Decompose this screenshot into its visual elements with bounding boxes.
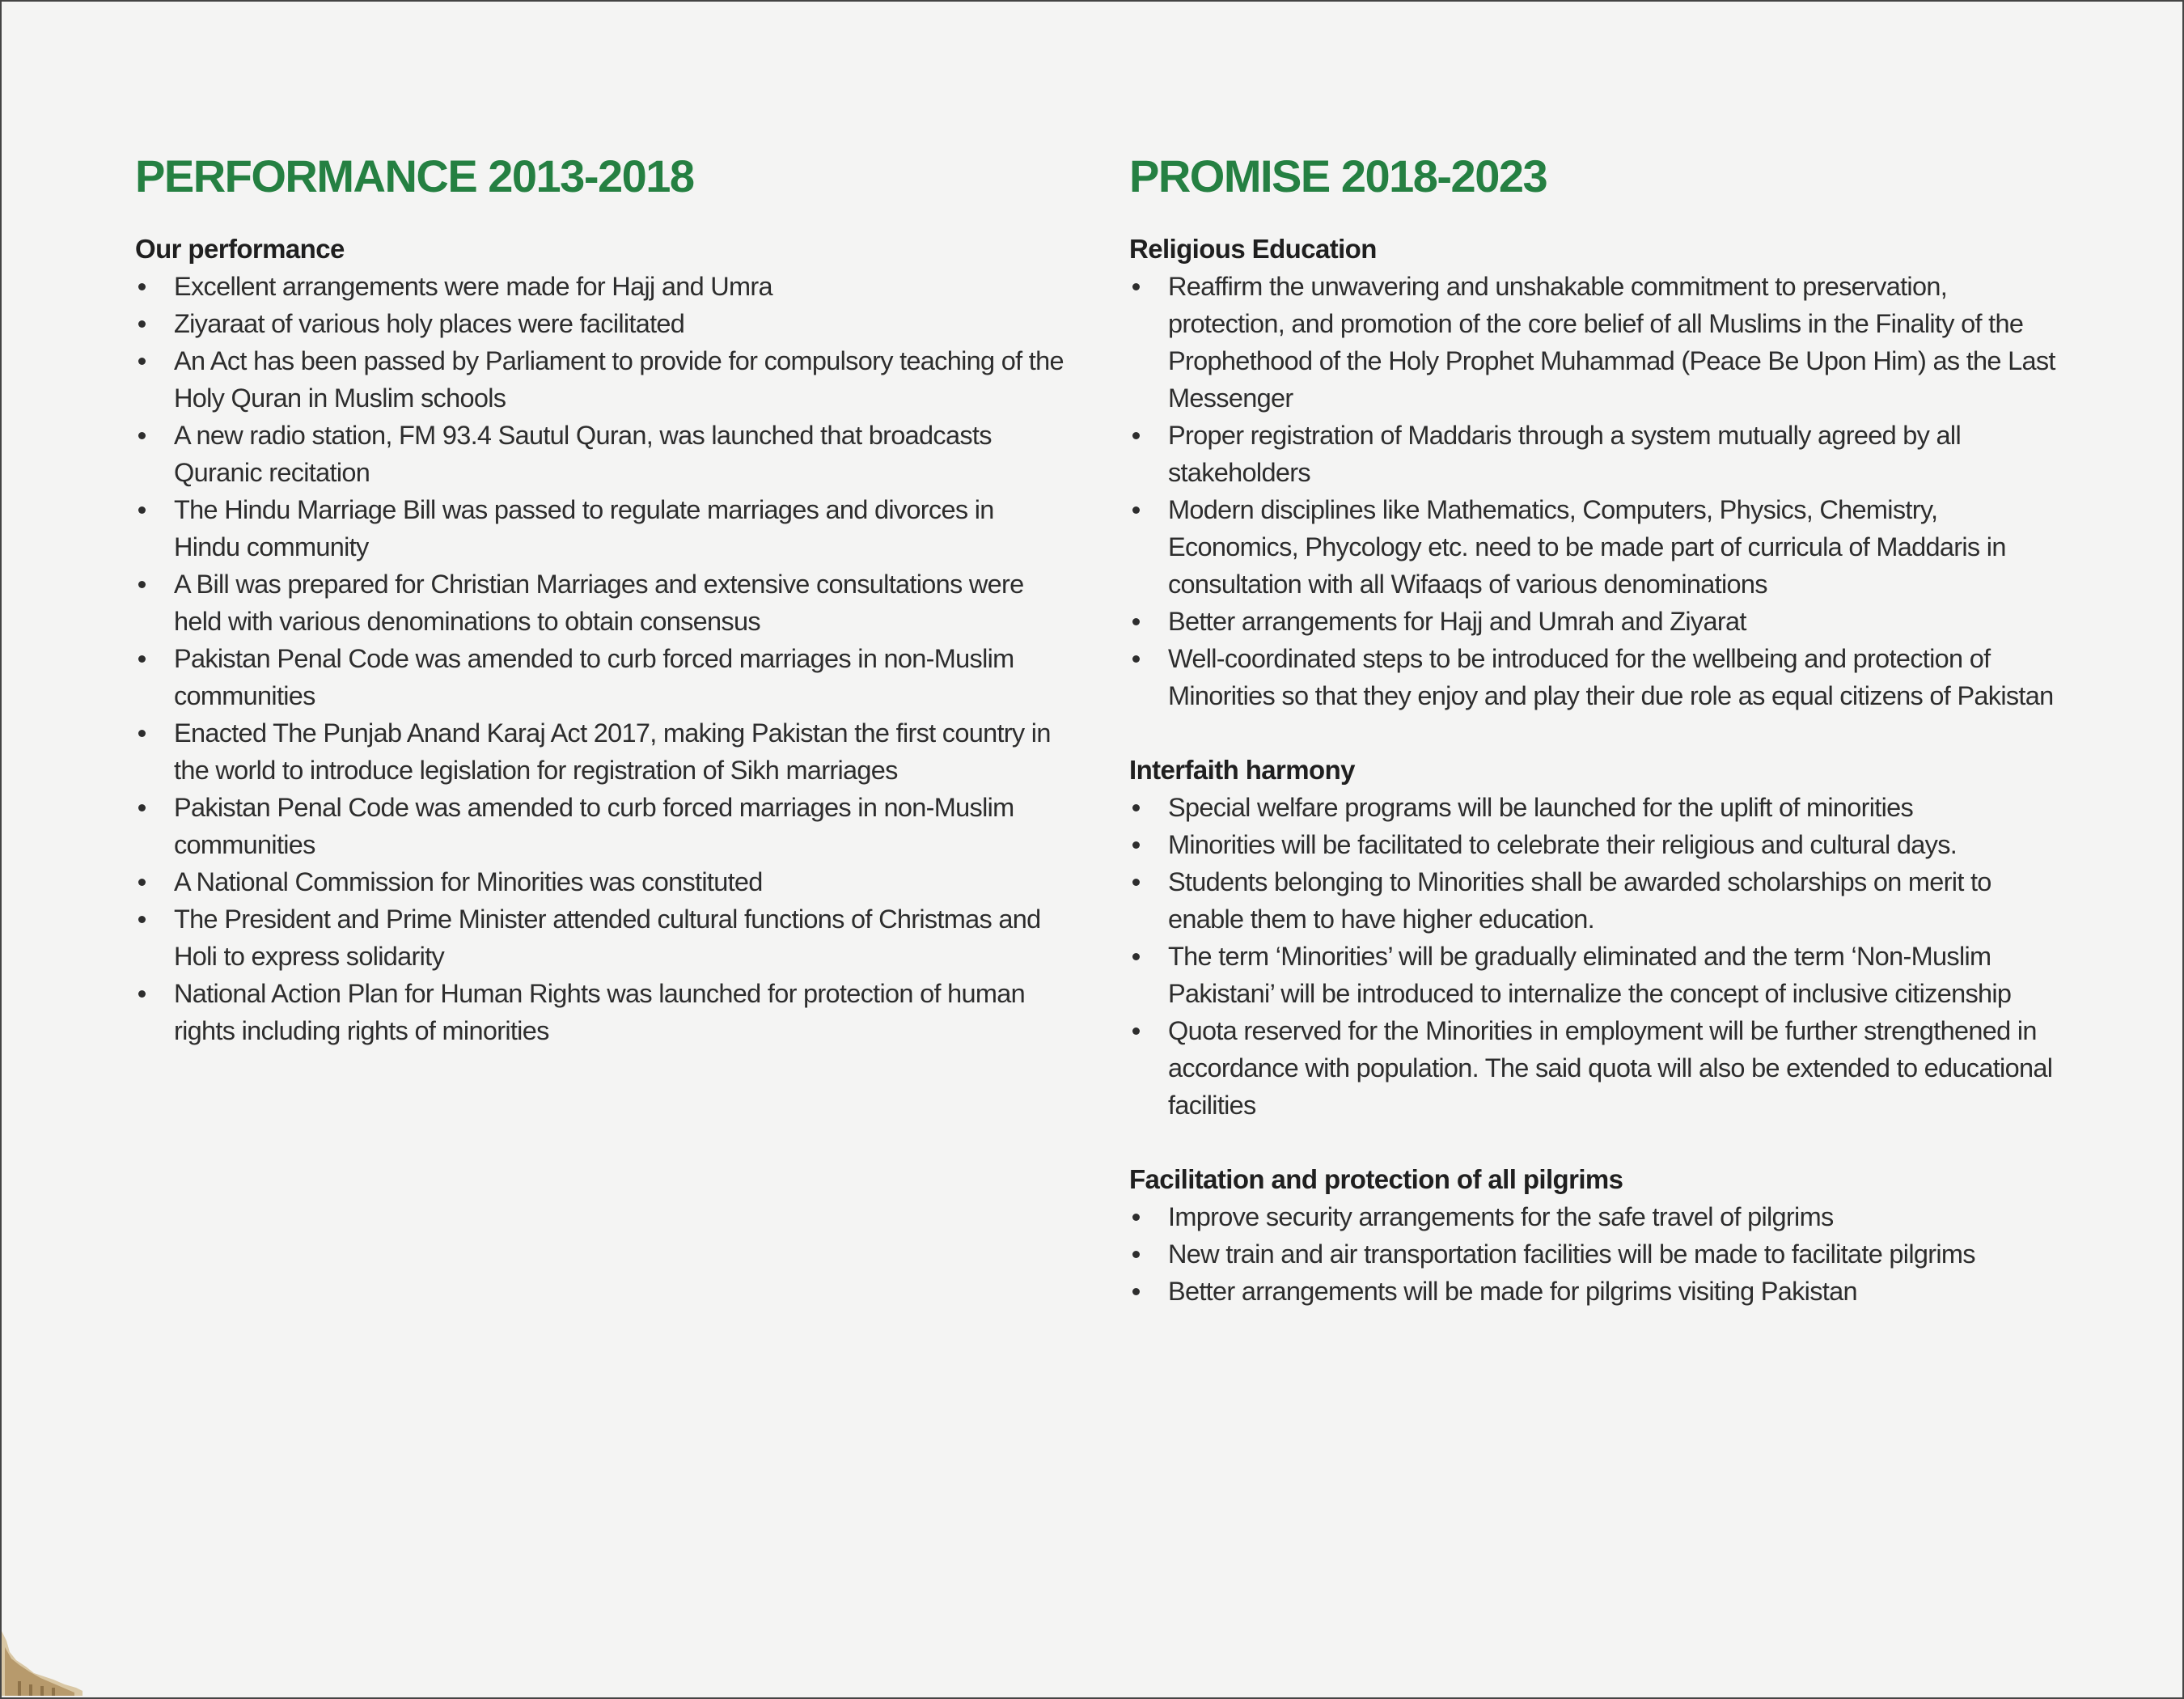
list-item-text: Ziyaraat of various holy places were facilitated bbox=[174, 309, 685, 338]
list-item bbox=[135, 417, 1065, 491]
list-item-text: An Act has been passed by Parliament to provide for compulsory teaching of the Holy Quran in Muslim schools bbox=[174, 346, 1064, 413]
list-item-text: A new radio station, FM 93.4 Sautul Quran, was launched that broadcasts Quranic recitation bbox=[174, 421, 992, 487]
list-item bbox=[135, 566, 1065, 640]
bullet-list bbox=[1129, 1198, 2059, 1310]
bullet-icon bbox=[1132, 953, 1140, 960]
list-item-text: Better arrangements will be made for pilgrims visiting Pakistan bbox=[1168, 1277, 1857, 1306]
promise-sections bbox=[1129, 231, 2059, 1310]
list-item-text: The Hindu Marriage Bill was passed to regulate marriages and divorces in Hindu community bbox=[174, 495, 994, 561]
list-item-text: New train and air transportation facilities will be made to facilitate pilgrims bbox=[1168, 1239, 1975, 1269]
bullet-icon bbox=[138, 506, 146, 514]
list-item-text: Quota reserved for the Minorities in employment will be further strengthened in accordance with population. The said quota will also be extended to educational facilities bbox=[1168, 1016, 2053, 1120]
list-item bbox=[135, 640, 1065, 714]
bullet-icon bbox=[1132, 506, 1140, 514]
list-item bbox=[1129, 1235, 2059, 1273]
section-heading: Religious Education bbox=[1129, 234, 1377, 264]
bullet-icon bbox=[1132, 1027, 1140, 1035]
list-item bbox=[1129, 1012, 2059, 1124]
section-heading: Our performance bbox=[135, 234, 345, 264]
bullet-list bbox=[135, 268, 1065, 1049]
list-item bbox=[1129, 1198, 2059, 1235]
list-item bbox=[135, 975, 1065, 1049]
performance-sections bbox=[135, 231, 1065, 1049]
bullet-list bbox=[1129, 789, 2059, 1124]
list-item bbox=[135, 305, 1065, 342]
section-heading: Facilitation and protection of all pilgrims bbox=[1129, 1164, 1623, 1194]
corner-ornament-image bbox=[2, 1607, 83, 1696]
list-item-text: Pakistan Penal Code was amended to curb forced marriages in non-Muslim communities bbox=[174, 644, 1014, 710]
list-item bbox=[135, 900, 1065, 975]
bullet-icon bbox=[1132, 283, 1140, 290]
list-item bbox=[135, 268, 1065, 305]
bullet-icon bbox=[138, 432, 146, 439]
list-item-text: Improve security arrangements for the safe travel of pilgrims bbox=[1168, 1202, 1834, 1231]
section bbox=[1129, 231, 2059, 714]
list-item-text: The President and Prime Minister attended cultural functions of Christmas and Holi to express solidarity bbox=[174, 905, 1041, 971]
list-item bbox=[135, 342, 1065, 417]
list-item-text: Students belonging to Minorities shall be awarded scholarships on merit to enable them to have higher education. bbox=[1168, 867, 1991, 934]
bullet-icon bbox=[1132, 432, 1140, 439]
list-item-text: Well-coordinated steps to be introduced for the wellbeing and protection of Minorities so that they enjoy and play their due role as equal citizens of Pakistan bbox=[1168, 644, 2054, 710]
performance-column bbox=[135, 143, 1065, 1049]
bullet-icon bbox=[1132, 1251, 1140, 1258]
bullet-icon bbox=[138, 581, 146, 588]
bullet-icon bbox=[138, 990, 146, 998]
bullet-icon bbox=[1132, 618, 1140, 625]
list-item-text: Proper registration of Maddaris through a system mutually agreed by all stakeholders bbox=[1168, 421, 1961, 487]
bullet-icon bbox=[138, 320, 146, 328]
promise-title: PROMISE 2018-2023 bbox=[1129, 150, 1547, 201]
list-item bbox=[1129, 1273, 2059, 1310]
list-item bbox=[1129, 863, 2059, 938]
bullet-icon bbox=[138, 283, 146, 290]
list-item bbox=[135, 491, 1065, 566]
list-item-text: Excellent arrangements were made for Hajj and Umra bbox=[174, 272, 772, 301]
bullet-icon bbox=[1132, 841, 1140, 849]
bullet-icon bbox=[138, 358, 146, 365]
bullet-icon bbox=[1132, 655, 1140, 663]
bullet-icon bbox=[1132, 804, 1140, 811]
promise-column bbox=[1129, 143, 2059, 1310]
list-item-text: National Action Plan for Human Rights was launched for protection of human rights including rights of minorities bbox=[174, 979, 1026, 1045]
list-item bbox=[1129, 938, 2059, 1012]
list-item-text: The term ‘Minorities’ will be gradually eliminated and the term ‘Non-Muslim Pakistani’ will be introduced to internalize the concept of inclusive citizenship bbox=[1168, 942, 2012, 1008]
bullet-icon bbox=[138, 730, 146, 737]
list-item-text: Enacted The Punjab Anand Karaj Act 2017, making Pakistan the first country in the world to introduce legislation for registration of Sikh marriages bbox=[174, 718, 1051, 785]
bullet-icon bbox=[138, 916, 146, 923]
list-item bbox=[1129, 268, 2059, 417]
list-item bbox=[1129, 789, 2059, 826]
bullet-icon bbox=[138, 879, 146, 886]
list-item-text: A National Commission for Minorities was constituted bbox=[174, 867, 763, 896]
bullet-list bbox=[1129, 268, 2059, 714]
list-item bbox=[1129, 491, 2059, 603]
list-item bbox=[135, 789, 1065, 863]
list-item bbox=[1129, 417, 2059, 491]
list-item-text: Better arrangements for Hajj and Umrah and Ziyarat bbox=[1168, 607, 1746, 636]
bullet-icon bbox=[138, 804, 146, 811]
list-item bbox=[1129, 826, 2059, 863]
bullet-icon bbox=[1132, 1288, 1140, 1295]
list-item bbox=[1129, 603, 2059, 640]
list-item-text: Minorities will be facilitated to celebrate their religious and cultural days. bbox=[1168, 830, 1958, 859]
list-item-text: Modern disciplines like Mathematics, Computers, Physics, Chemistry, Economics, Phycology etc. need to be made part of curricula of Maddaris in consultation with all Wifaaqs of various denominations bbox=[1168, 495, 2006, 599]
list-item bbox=[135, 714, 1065, 789]
section-heading: Interfaith harmony bbox=[1129, 755, 1355, 785]
list-item-text: Special welfare programs will be launched for the uplift of minorities bbox=[1168, 793, 1914, 822]
bullet-icon bbox=[1132, 879, 1140, 886]
performance-title: PERFORMANCE 2013-2018 bbox=[135, 150, 694, 201]
list-item bbox=[1129, 640, 2059, 714]
section bbox=[1129, 752, 2059, 1124]
list-item bbox=[135, 863, 1065, 900]
bullet-icon bbox=[138, 655, 146, 663]
bullet-icon bbox=[1132, 1214, 1140, 1221]
list-item-text: A Bill was prepared for Christian Marriages and extensive consultations were held with various denominations to obtain consensus bbox=[174, 570, 1024, 636]
section bbox=[1129, 1161, 2059, 1310]
section bbox=[135, 231, 1065, 1049]
list-item-text: Reaffirm the unwavering and unshakable commitment to preservation, protection, and promotion of the core belief of all Muslims in the Finality of the Prophethood of the Holy Prophet Muhammad (Peace Be Upon Him) as the Last Messenger bbox=[1168, 272, 2055, 413]
list-item-text: Pakistan Penal Code was amended to curb forced marriages in non-Muslim communities bbox=[174, 793, 1014, 859]
